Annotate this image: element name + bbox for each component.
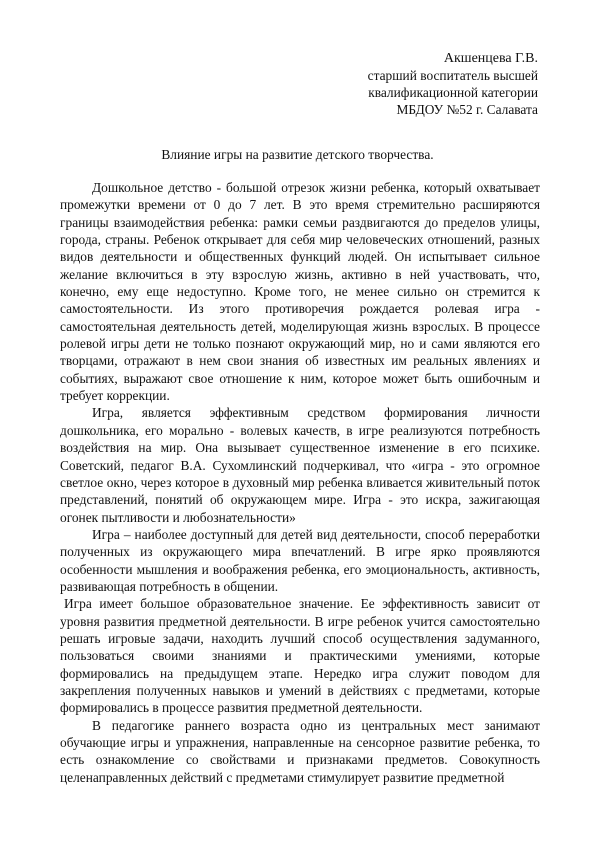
author-position-line-2: квалификационной категории — [368, 85, 538, 100]
paragraph-4: Игра имеет большое образовательное значение. Ее эффективность зависит от уровня развития предметной деятельности. В игре ребенок учится самостоятельно решать игровые задачи, находить лучший способ осуществления задуманного, пользоваться своими знаниями и практическими умениями, которые формировались на предыдущем этапе. Нередко игра служит поводом для закрепления полученных навыков и умений в действиях с предметами, которые формировались в процессе развития предметной деятельности. — [60, 596, 540, 716]
document-title: Влияние игры на развитие детского творчества. — [161, 147, 434, 162]
author-position-line-1: старший воспитатель высшей — [367, 68, 538, 83]
author-organization: МБДОУ №52 г. Салавата — [396, 102, 538, 117]
author-name: Акшенцева Г.В. — [443, 51, 538, 66]
document-body — [60, 179, 540, 786]
paragraph-5: В педагогике раннего возраста одно из центральных мест занимают обучающие игры и упражнения, направленные на сенсорное развитие ребенка, то есть ознакомление со свойствами и признаками предметов. Совокупность целенаправленных действий с предметами стимулирует развитие предметной — [60, 717, 540, 785]
paragraph-1: Дошкольное детство - большой отрезок жизни ребенка, который охватывает промежутки времени от 0 до 7 лет. В это время стремительно расширяются границы взаимодействия ребенка: рамки семьи раздвигаются до пределов улицы, города, страны. Ребенок открывает для себя мир человеческих отношений, разных видов деятельности и общественных функций людей. Он испытывает сильное желание включиться в эту взрослую жизнь, активно в ней участвовать, что, конечно, ему еще недоступно. Кроме того, не менее сильно он стремится к самостоятельности. Из этого противоречия рождается ролевая игра - самостоятельная деятельность детей, моделирующая жизнь взрослых. В процессе ролевой игры дети не только познают окружающий мир, но и сами являются его творцами, отражают в нем свои знания об известных им реальных явлениях и событиях, выражают свое отношение к ним, которое может быть ошибочным и требует коррекции. — [60, 180, 540, 404]
paragraph-2: Игра, является эффективным средством формирования личности дошкольника, его морально - волевых качеств, в игре реализуются потребность воздействия на мир. Она вызывает существенное изменение в его психике. Советский, педагог В.А. Сухомлинский подчеркивал, что «игра - это огромное светлое окно, через которое в духовный мир ребенка вливается живительный поток представлений, понятий об окружающем мире. Игра - это искра, зажигающая огонек пытливости и любознательности» — [60, 405, 540, 525]
author-block — [368, 50, 538, 118]
paragraph-3: Игра – наиболее доступный для детей вид деятельности, способ переработки полученных из окружающего мира впечатлений. В игре ярко проявляются особенности мышления и воображения ребенка, его эмоциональность, активность, развивающая потребность в общении. — [60, 526, 540, 594]
